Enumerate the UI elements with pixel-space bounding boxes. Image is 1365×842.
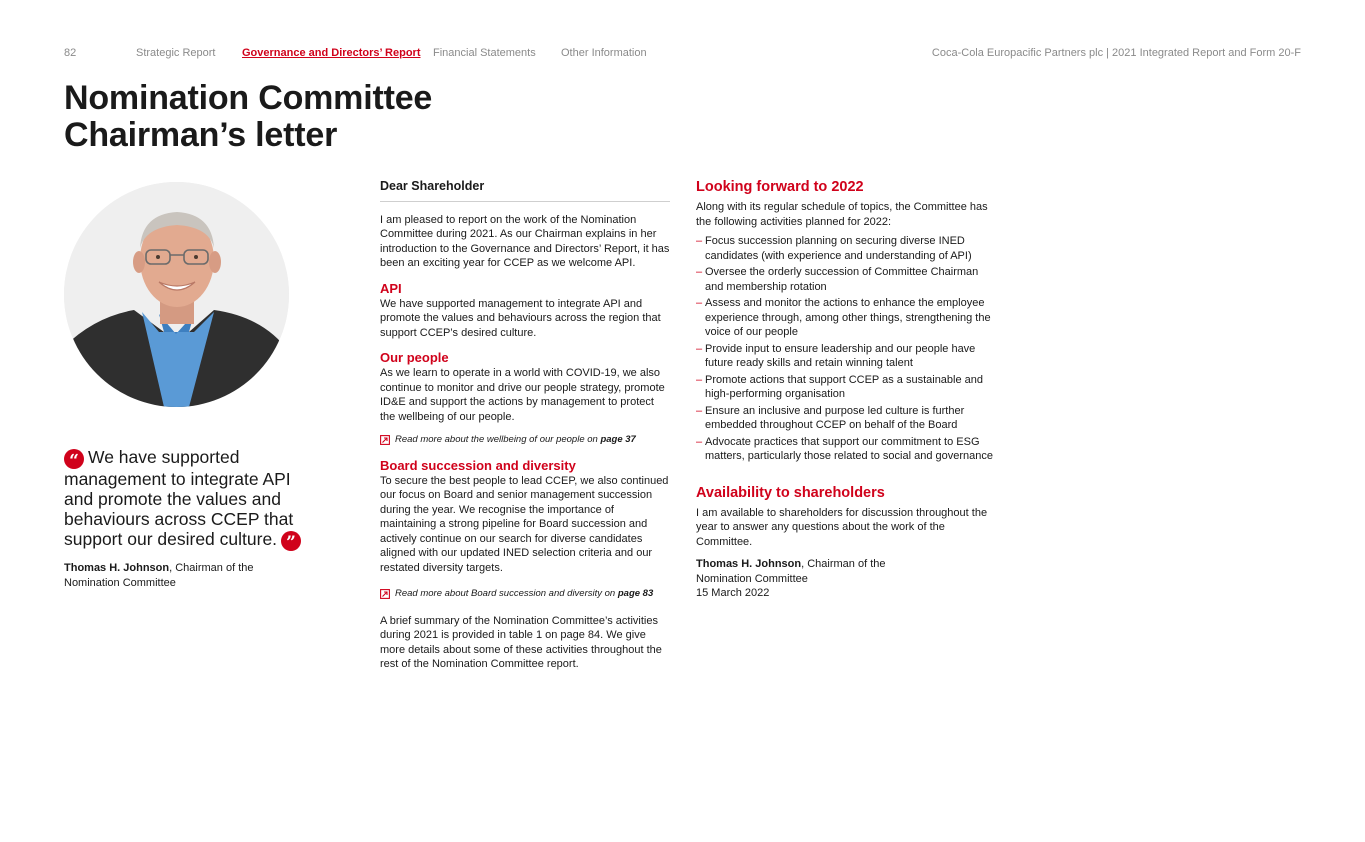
intro-paragraph: I am pleased to report on the work of the Nomination Committee during 2021. As our Chairman explains in her introduction to the Governance and Directors’ Report, it has been an exciting year for CCEP as we welcome API.	[380, 213, 670, 269]
pull-quote-text: We have supported management to integrate API and promote the values and behaviours across CCEP that support our desired culture.	[64, 447, 294, 549]
quote-attribution	[64, 561, 284, 591]
forward-heading: Looking forward to 2022	[696, 179, 864, 195]
forward-column	[696, 178, 996, 601]
page-number: 82	[64, 47, 77, 59]
attribution-role-2: Nomination Committee	[64, 577, 176, 589]
list-item: – Provide input to ensure leadership and our people have future ready skills and retain winning talent	[696, 342, 996, 371]
nav-governance-report[interactable]: Governance and Directors’ Report	[242, 47, 421, 59]
portrait-illustration	[64, 182, 289, 407]
people-paragraph: As we learn to operate in a world with COVID-19, we also continue to monitor and drive our people strategy, promote ID&E and support the actions by management to protect the wellbeing of our people.	[380, 367, 665, 423]
attribution-role-1: , Chairman of the	[169, 562, 254, 574]
page-title-line-1: Nomination Committee	[64, 79, 433, 117]
attribution-name: Thomas H. Johnson	[64, 562, 170, 574]
document-title: Coca-Cola Europacific Partners plc | 2021 Integrated Report and Form 20-F	[931, 47, 1301, 59]
board-read-more-page: page 83	[617, 588, 654, 599]
page-title-line-2: Chairman’s letter	[64, 116, 338, 154]
forward-intro: Along with its regular schedule of topics, the Committee has the following activities planned for 2022:	[696, 201, 988, 228]
board-read-more-link[interactable]	[380, 587, 670, 602]
people-heading: Our people	[380, 350, 449, 365]
chairman-portrait	[64, 182, 289, 407]
read-more-icon	[380, 435, 390, 445]
signature-role-2: Nomination Committee	[696, 572, 808, 585]
board-read-more-text: Read more about Board succession and diversity on	[395, 588, 616, 599]
letter-column	[380, 178, 670, 672]
people-read-more-text: Read more about the wellbeing of our people on	[395, 434, 598, 445]
signature-block	[696, 557, 996, 601]
nav-financial-statements[interactable]: Financial Statements	[433, 47, 536, 59]
list-item: – Advocate practices that support our commitment to ESG matters, particularly those related to social and governance	[696, 435, 996, 464]
read-more-icon	[380, 589, 390, 599]
people-read-more-link[interactable]	[380, 433, 670, 448]
api-heading: API	[380, 280, 402, 296]
board-paragraph: To secure the best people to lead CCEP, we also continued our focus on Board and senior management succession during the year. We recognise the importance of maintaining a strong pipeline for Board succession and actively continue on our search for diverse candidates aligned with our updated INED selection criteria and our restated diversity targets.	[380, 474, 669, 574]
summary-paragraph: A brief summary of the Nomination Committee’s activities during 2021 is provided in table 1 on page 84. We give more details about some of these activities throughout the rest of the Nomination Committee report.	[380, 614, 662, 670]
open-quote-icon: “	[64, 449, 84, 469]
top-navigation	[64, 47, 1301, 63]
availability-paragraph: I am available to shareholders for discussion throughout the year to answer any questions about the work of the Committee.	[696, 506, 988, 548]
list-item: – Ensure an inclusive and purpose led culture is further embedded throughout CCEP on behalf of the Board	[696, 404, 996, 433]
salutation: Dear Shareholder	[380, 178, 670, 202]
close-quote-icon: ”	[281, 531, 301, 551]
list-item: – Oversee the orderly succession of Committee Chairman and membership rotation	[696, 265, 996, 294]
pull-quote	[64, 447, 309, 551]
nav-strategic-report[interactable]: Strategic Report	[136, 47, 216, 59]
api-paragraph: We have supported management to integrate API and promote the values and behaviours across the region that support CCEP’s desired culture.	[380, 297, 661, 339]
signature-date: 15 March 2022	[696, 587, 770, 599]
list-item: – Focus succession planning on securing diverse INED candidates (with experience and understanding of API)	[696, 234, 996, 263]
signature-name: Thomas H. Johnson	[696, 558, 802, 570]
list-item: – Assess and monitor the actions to enhance the employee experience through, among other things, strengthening the voice of our people	[696, 296, 996, 340]
people-read-more-page: page 37	[600, 434, 636, 445]
nav-other-information[interactable]: Other Information	[561, 47, 647, 59]
list-item: – Promote actions that support CCEP as a sustainable and high-performing organisation	[696, 373, 996, 402]
availability-heading: Availability to shareholders	[696, 484, 885, 501]
board-heading: Board succession and diversity	[380, 457, 576, 473]
signature-role-1: , Chairman of the	[801, 558, 886, 570]
planned-activities-list	[696, 234, 996, 464]
page-title	[64, 80, 432, 154]
